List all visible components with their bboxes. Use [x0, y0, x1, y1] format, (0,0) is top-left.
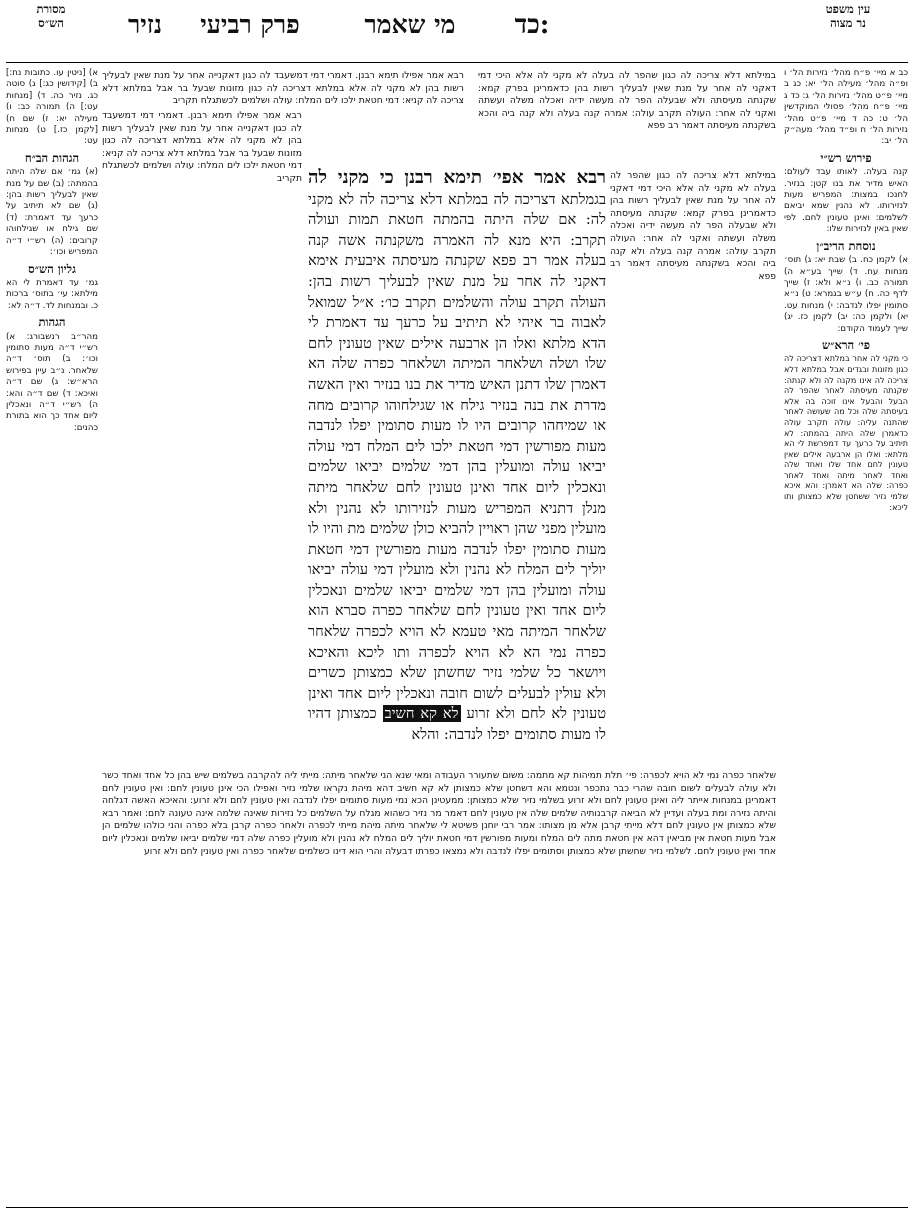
bottom-commentary-text: שלאחר כפרה נמי לא הויא לכפרה: פי׳ תלת תמיהות קא מתמה: משום שתעורר העבודה ומאי שנא הני שלאחר מיתה: מייתי ליה להקרבה בשלמים שיש בהן כל אחד ואחד כשר ולא עולה לבעלים לשום חובה שהרי כבר נתכפר ונטמא והא דשחטן שלא כמצותן לא קא חשיב דהא מיהת נקראו שלמי נזיר ואפילו הכי אינן טעונין לחם: ואין טעונין לחם דאמרינן במנחות אייתר ליה ואינן טעונין לחם ולא זרוע בשלמי נזיר שלא כמצותן: ממעטינן הכא נמי מעות סתומים יפלו לנדבה ואין טעונין לחם ולא זרוע: והאיכא האשה דגלחה והיתה נזירה ומת בעלה ועדיין לא הביאה קרבנותיה שלמים שלה אין טעונין לחם דאמר מר נזיר כשהוא מגלח על השלמים כל נזירות שאינה שלמה אינה טעונה לחם: ואמר רבא שלא כמצותן אין טעונין לחם דלא מייתי קרבן אלא מן מצותו: אמר רבי יוחנן פשיטא לי שלאחר מיתה מיהת מייתי לכפרה ולאחר כפרה קרבן בלא כפרה והני כולהו שלמים הן אבל מעות חטאת אין מביאין דהא אין חטאת מתה לים המלח ומעות מפורשין דמי חטאת יוליך לים המלח לא נהנין ולא מועלין כפרה שלה דמי שלמים יביאו שלמים ונאכלין ליום אחד ואין טעונין לחם. לשלמי נזיר שחשתן שלא כמצותן וסתומים יפלו לנדבה ולא נמצאו כפרתו דבעלה והרי הוא דינו כשלמים שלאחר כפרה ואין טעונין לחם ולא זרוע [102, 770, 776, 857]
right-margin-title: עין משפט נר מצוה [825, 2, 871, 30]
chapter-name: מי שאמר [364, 10, 456, 39]
page-number: כד: [514, 10, 550, 40]
left-margin-title: מסורת הש״ס [36, 2, 66, 30]
ein-mishpat-notes: כב א מיי׳ פ״ח מהל׳ נזירות הל׳ ו ופ״ה מהל׳ מעילה הל׳ יא: כג ב מיי׳ פ״ט מהל׳ נזירות הל׳ ג: כד ג מיי׳ פ״ח מהל׳ פסולי המוקדשין הל׳ ט: כה ד מיי׳ פ״ט מהל׳ נזירות הל׳ ח ופ״ד מהל׳ מעה״ק הל׳ יב: [784, 68, 908, 147]
chapter-number: פרק רביעי [200, 10, 300, 39]
gemara-text [308, 168, 606, 764]
gemara-body: בגמלתא דצריכה לה במלתא דלא צריכה לה לא מקני לה: אם שלה היתה בהמתה חטאת תמות ועולה תקרב: היא מנא לה האמרה משקנתה אשה קנה בעלה אמר רב פפא שקנתה מעיסתה איבעית אימא דאקני לה אחר על מנת שאין לבעליך רשות בהן: העולה תקרב עולה והשלמים תקרב כו׳: א״ל שמואל לאבוה בר איהי לא תיתיב על כרעך עד דאמרת לי הדא מלתא ואלו הן ארבעה אילים שאין טעונין לחם שלו ושלה ושלאחר המיתה ושלאחר כפרה שלה הא דאמרן שלו דתנן האיש מדיר את בנו בנזיר ואין האשה מדרת את בנה בנזיר גילח או שגילחוהו קרובים מחה או שמיחהו קרובים היו לו מעות סתומין יפלו לנדבה מעות מפורשין דמי חטאת ילכו לים המלח דמי עולה יביאו עולה ומועלין בהן דמי שלמים יביאו שלמים ונאכלין ליום אחד ואינן טעונין לחם שלאחר מיתה מנלן דתניא המפריש מעות לנזירותו לא נהנין ולא מועלין מפני שהן ראויין להביא כולן שלמים מת והיו לו מעות סתומין יפלו לנדבה מעות מפורשין דמי חטאת יוליך לים המלח לא נהנין ולא מועלין דמי עולה יביאו עולה ומועלין בהן דמי שלמים יביאו שלמים ונאכלין ליום אחד ואין טעונין לחם שלאחר כפרה סברא הוא שלאחר המיתה מאי טעמא לא הויא לכפרה שלאחר כפרה נמי הא לא הויא לכפרה ותו ליכא והאיכא ויושאר כל שלמי נזיר שחשתן שלא כמצותן כשרים ולא עולין לבעלים לשום חובה ונאכלין ליום אחד ואינן טעונין לא לחם ולא זרוע [308, 190, 606, 723]
tractate-name: נזיר [128, 10, 162, 39]
rashi-margin-title: פירוש רש״י [820, 150, 872, 165]
hagahot-bach-title: הגהות הב״ח [24, 150, 80, 165]
bottom-rule [6, 1207, 908, 1208]
hagahot-notes: מהר״ב רנשבורג: א) רש״י ד״ה מעות סתומין וכו׳: ב) תוס׳ ד״ה שלאחר. נ״ב עיין בפירוש הרא״ש: ג) שם ד״ה ואיכא: ד) שם ד״ה והא: ה) רש״י ד״ה ונאכלין ליום אחד כך הוא בתורת כהנים: [6, 331, 98, 433]
rashi-text-lower: במילתא דלא צריכה לה כגון שהפר לה בעלה לא מקני לה אלא היכי דמי דאקני לה אחר על מנת שאין לבעליך רשות בהן כדאמרינן בפרק קמא: שקנתה מעיסתה ולא שבעלה הפר לה מעשה ידיה ואכלה משלה ועשתה ואקני לה אחר: העולה תקרב עולה: אמרה קנה בעלה ולא קנה ביה והכא בשקנתה מעיסתה דאמר רב פפא [610, 170, 776, 282]
masoret-hashas-notes: א) [ניטין עו. כתובות נח:] ב) [קידושין כג:] ג) סוטה כג. נזיר כה. ד) [מנחות עט:] ה) תמורה כב: ו) מעילה יא: ז) שם ח) [לקמן כז.] ט) מנחות עט: [6, 68, 98, 147]
gilyon-hashas-title: גליון הש״ס [28, 261, 76, 276]
rashi-text: במילתא דלא צריכה לה כגון שהפר לה בעלה לא מקני לה אלא היכי דמי דאקני לה אחר על מנת שאין לבעליך רשות בהן כדאמרינן בפרק קמא: שקנתה מעיסתה ולא שבעלה הפר לה מעשה ידיה ואכלה משלה ועשתה ואקני לה אחר: העולה תקרב עולה: אמרה קנה בעלה ולא קנה ביה והכא בשקנתה מעיסתה דאמר רב פפא [478, 70, 776, 132]
bottom-commentary [102, 770, 776, 1206]
left-margin [6, 68, 98, 828]
rashi-margin-notes: קנה בעלה. לאותו עבד לעולם: האיש מדיר את בנו קטן: בנזיר. לחנכו במצות: המפריש מעות לנזירותו. לא נהנין שמא יביאם לשלמים: ואינן טעונין לחם. לפי שאין באין לנזירות שלו: [784, 167, 908, 235]
gemara-boxed-phrase: לא קא חשיב [384, 705, 459, 723]
hagahot-title: הגהות [38, 315, 66, 330]
nusach-notes: א) לקמן כח. ב) שבת יא: ג) תוס׳ מנחות עח. ד) שייך בע״א ה) תמורה כב. ו) נ״א ולא: ז) שייך לדף כה. ח) ע״ש בגמרא: ט) נ״א סתומין יפלו לנדבה: י) מנחות עט. יא) ולקמן כה: יב) לקמן כז. יג) שייך לעמוד הקודם: [784, 255, 908, 334]
tosafot-commentary-lower [102, 110, 302, 760]
header-rule [6, 62, 908, 63]
gilyon-hashas-notes: גמ׳ עד דאמרת לי הא מילתא: עי׳ בתוס׳ ברכות כ. ובמנחות לד. ד״ה לא: [6, 277, 98, 311]
tosafot-text: רבא אמר אפילו תימא רבנן. דאמרי דמי דמשעבד לה כגון דאקנייה אחר על מנת שאין לבעליך רשות בהן לא מקני לה אלא במלתא דצריכה לה כגון מזונות שבעל בר אבל במלתא דלא צריכה לה קניא: דמי חטאת ילכו לים המלח: עולה ושלמים לכשתגלח תקריב [102, 70, 464, 107]
hagahot-bach-notes: (א) גמ׳ אם שלה היתה בהמתה: (ב) שם על מנת שאין לבעליך רשות בהן: (ג) שם לא תיתיב על כרעך עד דאמרת: (ד) שם גילח או שגילחוהו קרובים: (ה) רש״י ד״ה המפריש וכו׳: [6, 167, 98, 258]
gemara-closing: כמצותן דהיו לו מעות סתומים יפלו לנדבה: והלא [308, 705, 606, 744]
rashi-commentary [478, 70, 776, 170]
page-header [0, 0, 914, 62]
rashi-commentary-lower [610, 170, 776, 760]
tosafot-text-lower: רבא אמר אפילו תימא רבנן. דאמרי דמי דמשעבד לה כגון דאקנייה אחר על מנת שאין לבעליך רשות בהן לא מקני לה אלא במלתא דצריכה לה כגון מזונות שבעל בר אבל במלתא דלא צריכה לה קניא: דמי חטאת ילכו לים המלח: עולה ושלמים לכשתגלח תקריב [102, 110, 302, 184]
harosh-title: פי׳ הרא״ש [821, 337, 871, 352]
nusach-title: נוסחת הריב״ן [816, 238, 876, 253]
right-margin [784, 68, 908, 1206]
gemara-opening: רבא אמר אפי׳ תימא רבנן כי מקני לה [308, 168, 606, 188]
harosh-notes: כי מקני לה אחר במלתא דצריכה לה כגון מזונות ובגדים אבל במלתא דלא צריכה לה אינו מקנה לה ולא קנתה: שקנתה מעיסתה לאחר שהפר לה הבעל והבעל אינו זוכה בה אלא בעיסתה שלה וכל מה שעושה לאחר שהתנה עליה: עולה תקרב עולה כדאמרן שלה היתה בהמתה: לא תיתיב על כרעך עד דמפרשת לי הא מלתא: ואלו הן ארבעה אילים שאין טעונין לחם אחד שלו ואחד שלה ואחד לאחר מיתה ואחד לאחר כפרה: שלה הא דאמרן: והא איכא שלמי נזיר ששחטן שלא כמצותן ותו ליכא: [784, 354, 908, 512]
tosafot-commentary [102, 70, 464, 110]
